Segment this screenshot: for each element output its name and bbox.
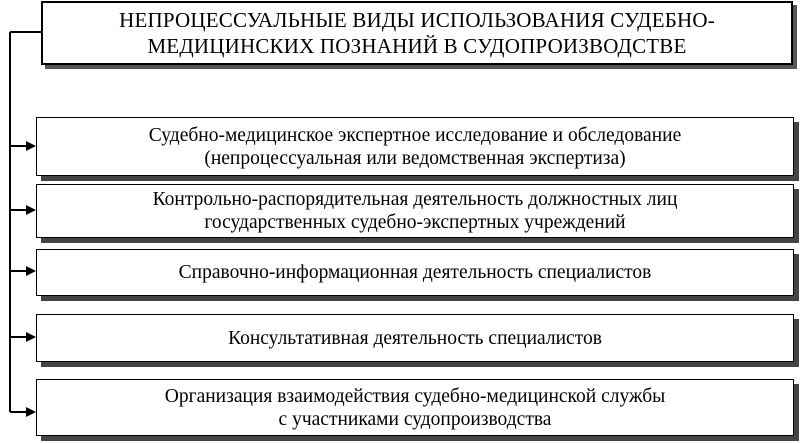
title-line-1: НЕПРОЦЕССУАЛЬНЫЕ ВИДЫ ИСПОЛЬЗОВАНИЯ СУДЕБНО- (119, 8, 715, 32)
category-4-line-1: Консультативная деятельность специалистов (228, 327, 602, 349)
category-2-line-1: Контрольно-распорядительная деятельность должностных лиц (152, 189, 678, 210)
category-box-reference-information (36, 249, 794, 296)
category-1-line-2: (непроцессуальная или ведомственная экспертиза) (204, 147, 626, 169)
category-1-line-1: Судебно-медицинское экспертное исследование и обследование (148, 124, 682, 146)
arrow-head-5 (26, 407, 36, 417)
category-2-line-2: государственных судебно-экспертных учреждений (204, 212, 626, 233)
category-box-consultative (36, 314, 794, 362)
diagram-title-box (41, 1, 793, 65)
arrow-head-4 (26, 332, 36, 342)
arrow-head-2 (26, 205, 36, 215)
title-line-2: МЕДИЦИНСКИХ ПОЗНАНИЙ В СУДОПРОИЗВОДСТВЕ (147, 34, 687, 58)
arrow-head-1 (26, 141, 36, 151)
arrow-head-3 (26, 266, 36, 276)
category-3-line-1: Справочно-информационная деятельность специалистов (178, 262, 652, 283)
category-box-interaction-organization (36, 379, 794, 436)
category-box-expert-examination (36, 117, 794, 176)
category-5-line-2: с участниками судопроизводства (278, 408, 552, 430)
category-5-line-1: Организация взаимодействия судебно-медицинской службы (164, 385, 666, 407)
category-box-control-administrative (36, 184, 794, 238)
